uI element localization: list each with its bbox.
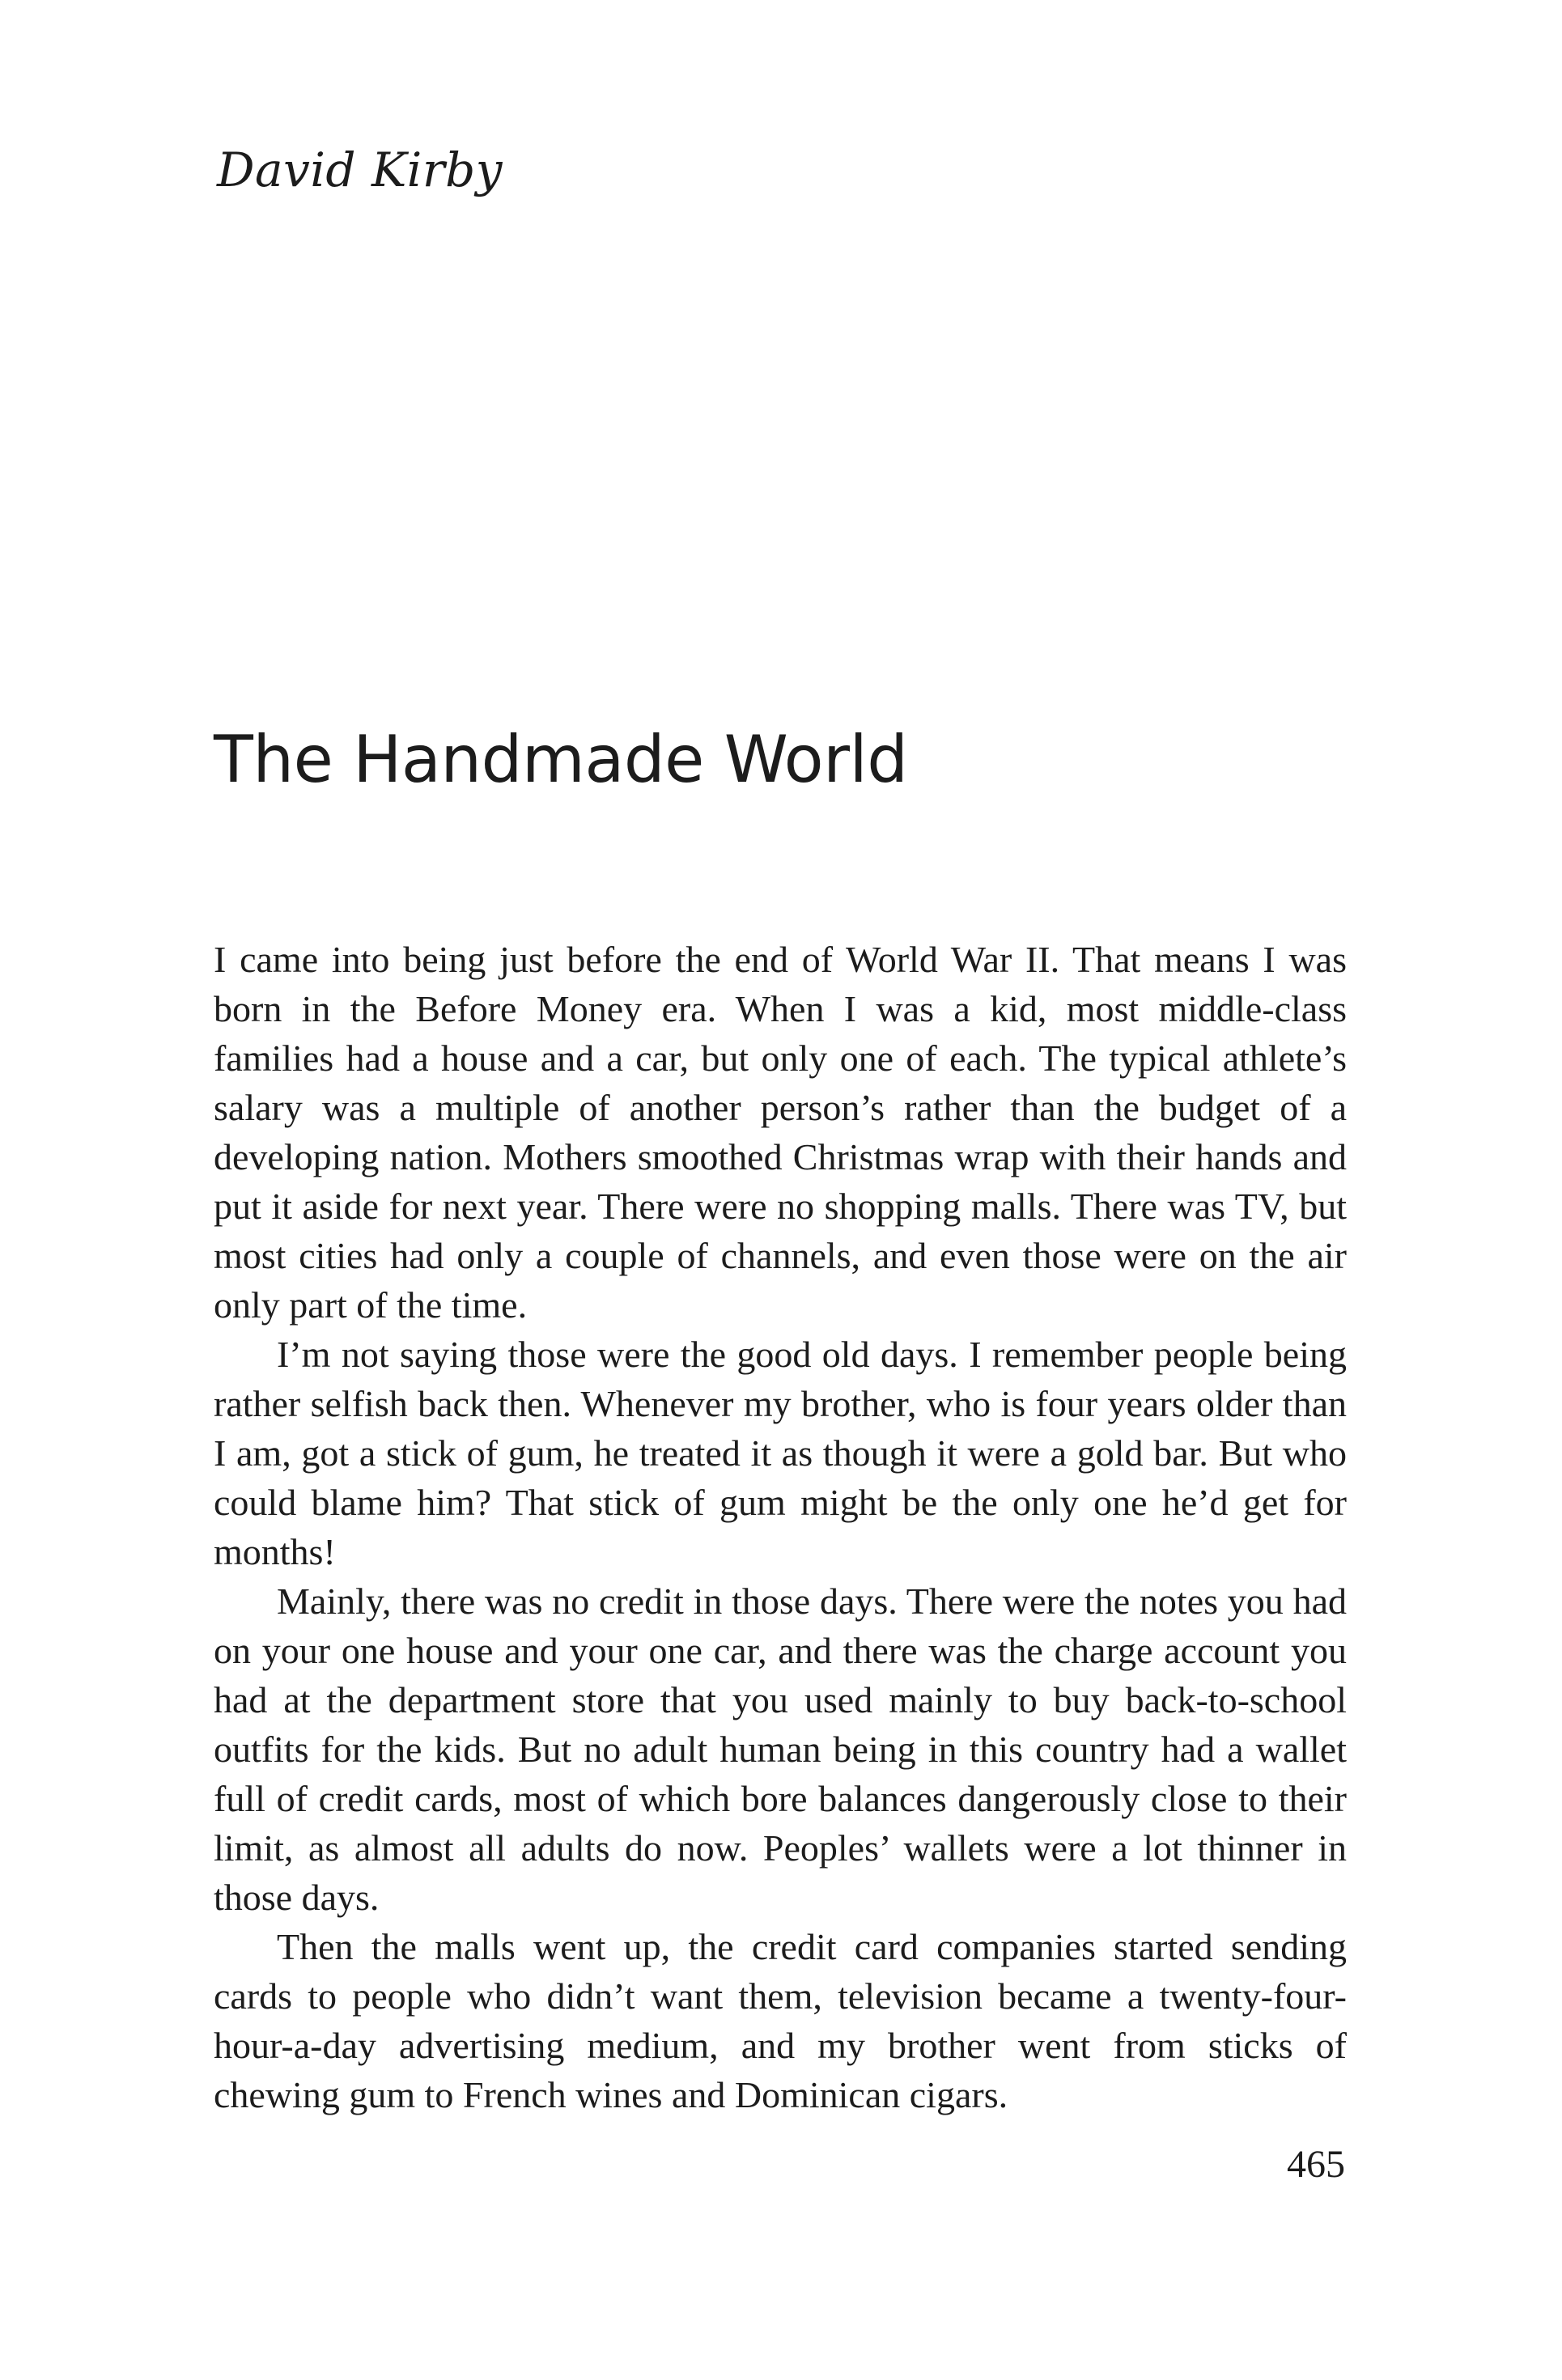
essay-body: [214, 935, 1347, 2119]
paragraph-2: I’m not saying those were the good old days. I remember people being rather selfish back then. Whenever my brother, who is four years older than I am, got a stick of gum, he treated it as though it were a gold bar. But who could blame him? That stick of gum might be the only one he’d get for months!: [214, 1334, 1347, 1572]
page-number: 465: [1287, 2143, 1345, 2186]
paragraph-1: I came into being just before the end of World War II. That means I was born in the Before Money era. When I was a kid, most middle-class families had a house and a car, but only one of each. The typical athlete’s salary was a multiple of another person’s rather than the budget of a developing nation. Mothers smoothed Christmas wrap with their hands and put it aside for next year. There were no shopping malls. There was TV, but most cities had only a couple of channels, and even those were on the air only part of the time.: [214, 939, 1347, 1326]
essay-title: The Handmade World: [214, 722, 908, 797]
author-name: David Kirby: [217, 142, 503, 197]
paragraph-4: Then the malls went up, the credit card companies started sending cards to people who didn’t want them, television became a twenty-four-hour-a-day advertising medium, and my brother went from sticks of chewing gum to French wines and Dominican cigars.: [214, 1926, 1347, 2115]
paragraph-3: Mainly, there was no credit in those days. There were the notes you had on your one house and your one car, and there was the charge account you had at the department store that you used mainly to buy back-to-school outfits for the kids. But no adult human being in this country had a wallet full of credit cards, most of which bore balances dangerously close to their limit, as almost all adults do now. Peoples’ wallets were a lot thinner in those days.: [214, 1580, 1347, 1918]
